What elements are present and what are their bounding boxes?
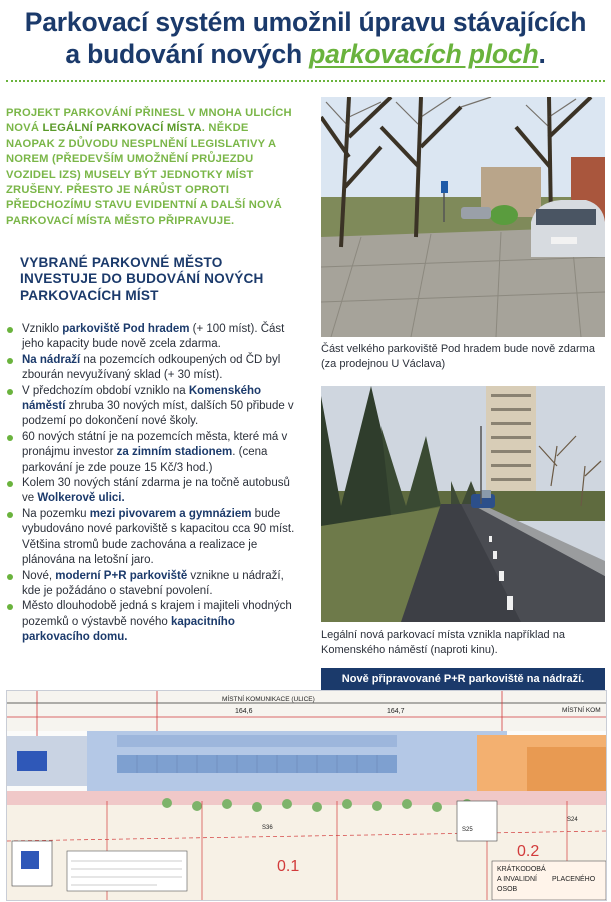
section-heading: VYBRANÉ PARKOVNÉ MĚSTO INVESTUJE DO BUDOVÁNÍ NOVÝCH PARKOVACÍCH MÍST — [20, 255, 264, 303]
intro-text-2: . NĚKDE NAOPAK Z DŮVODU NESPLNĚNÍ LEGISLATIVY A NOREM (PŘEDEVŠÍM UMOŽNĚNÍ PRŮJEZDU VOZIDEL IZS) MUSELY BÝT JEDNOTKY MÍST ZRUŠENY. PŘESTO JE NÁRŮST OPROTI PŘEDCHOZÍMU STAVU EVIDENTNÍ A DALŠÍ NOVÁ PARKOVACÍ MÍSTA MĚSTO PŘIPRAVUJE. — [6, 122, 282, 227]
list-item — [6, 569, 302, 600]
plan-label-elev-2: 164,7 — [387, 708, 405, 715]
plan-label-elev: 164,6 — [235, 708, 253, 715]
bullet-bold: parkoviště Pod hradem — [62, 323, 190, 335]
list-item — [6, 430, 302, 476]
bullet-icon — [7, 327, 13, 333]
bullet-text: na pozemcích odkoupených od ČD byl zbourán nevyužívaný sklad (+ 30 míst). — [22, 353, 281, 382]
plan-label-zone-1: 0.1 — [277, 858, 300, 875]
bullet-text: Město dlouhodobě jedná s krajem i majiteli vhodných pozemků o výstavbě nového — [22, 600, 292, 628]
photo-parking-pod-hradem — [321, 97, 605, 337]
bullet-bold: moderní P+R parkoviště — [55, 569, 188, 582]
title-line-1: Parkovací systém umožnil úpravu stávajících — [24, 7, 587, 37]
title-line-2-end: . — [538, 39, 546, 69]
bullet-icon — [7, 389, 13, 395]
bullet-text: . (cena parkování je zde pouze 15 Kč/3 hod.) — [22, 446, 268, 474]
photo-komenskeho-namesti — [321, 386, 605, 622]
title-line-2-start: a budování nových — [65, 39, 310, 69]
bullet-text: V předchozím období vzniklo na — [22, 384, 189, 397]
bullet-icon — [7, 358, 13, 364]
bullet-bold: Wolkerově ulici. — [37, 492, 125, 505]
bullet-text: (+ 100 míst). Část jeho kapacity bude nově zcela zdarma. — [22, 323, 285, 351]
photo-caption-1: Část velkého parkoviště Pod hradem bude nově zdarma (za prodejnou U Václava) — [321, 343, 595, 370]
list-item — [6, 322, 302, 353]
bullet-text: vznikne u nádraží, kde je požádáno o stavební povolení. — [22, 569, 284, 597]
bullet-bold: Komenského náměstí — [22, 384, 262, 413]
page-title — [0, 6, 611, 70]
bullet-bold: Na nádraží — [22, 353, 81, 366]
bullet-bold: kapacitního parkovacího domu. — [22, 615, 235, 644]
title-accent: parkovacích ploch — [309, 39, 539, 69]
plan-label-s36: S36 — [262, 825, 273, 831]
bullet-text: Nové, — [22, 569, 56, 582]
dotted-divider — [6, 80, 605, 82]
plan-label-road: MÍSTNÍ KOMUNIKACE (ULICE) — [222, 696, 315, 703]
bullet-text: Vzniklo — [22, 323, 63, 335]
intro-bold: LEGÁLNÍ PARKOVACÍ MÍSTA — [42, 122, 202, 135]
plan-label-s24: S24 — [567, 817, 578, 823]
bullet-icon — [7, 604, 13, 610]
bullet-bold: za zimním stadionem — [116, 446, 233, 459]
plan-label-zone-2: 0.2 — [517, 843, 540, 860]
bullet-bold: mezi pivovarem a gymnáziem — [89, 507, 252, 520]
plan-label-note-1: KRÁTKODOBÁ — [497, 866, 546, 873]
plan-label-note-2: A INVALIDNÍ — [497, 876, 537, 883]
plan-label-note-4: PLACENÉHO — [552, 876, 596, 883]
plan-banner: Nově připravované P+R parkoviště na nádraží. — [321, 668, 605, 690]
bullet-text: Na pozemku — [22, 507, 90, 520]
plan-label-road-2: MÍSTNÍ KOM — [562, 707, 601, 714]
plan-label-note-3: OSOB — [497, 886, 518, 893]
bullet-icon — [7, 574, 13, 580]
bullet-icon — [7, 512, 13, 518]
intro-text-1: PROJEKT PARKOVÁNÍ PŘINESL V MNOHA ULICÍCH NOVÁ — [6, 107, 292, 135]
site-plan-drawing — [6, 690, 607, 901]
bullet-icon — [7, 435, 13, 441]
title-line-2 — [0, 38, 611, 70]
list-item — [6, 384, 302, 430]
intro-paragraph — [6, 106, 298, 229]
bullet-text: 60 nových státní je na pozemcích města, které má v pronájmu investor — [22, 430, 288, 459]
bullet-text: bude vybudováno nové parkoviště s kapacitou cca 90 míst. Většina stromů bude zachována a realizace je plánována na letošní jaro. — [22, 507, 295, 567]
list-item — [6, 507, 302, 569]
list-item — [6, 476, 302, 507]
bullet-text: zhruba 30 nových míst, dalších 50 přibude v podzemí po dokončení nové školy. — [22, 400, 294, 428]
bullet-text: Kolem 30 nových stání zdarma je na točně autobusů ve — [22, 477, 290, 505]
plan-label-s25: S25 — [462, 827, 473, 833]
list-item — [6, 599, 302, 645]
bullet-list — [6, 322, 302, 646]
list-item — [6, 353, 302, 384]
photo-caption-2: Legální nová parkovací místa vznikla například na Komenského náměstí (naproti kinu). — [321, 629, 565, 656]
bullet-icon — [7, 481, 13, 487]
